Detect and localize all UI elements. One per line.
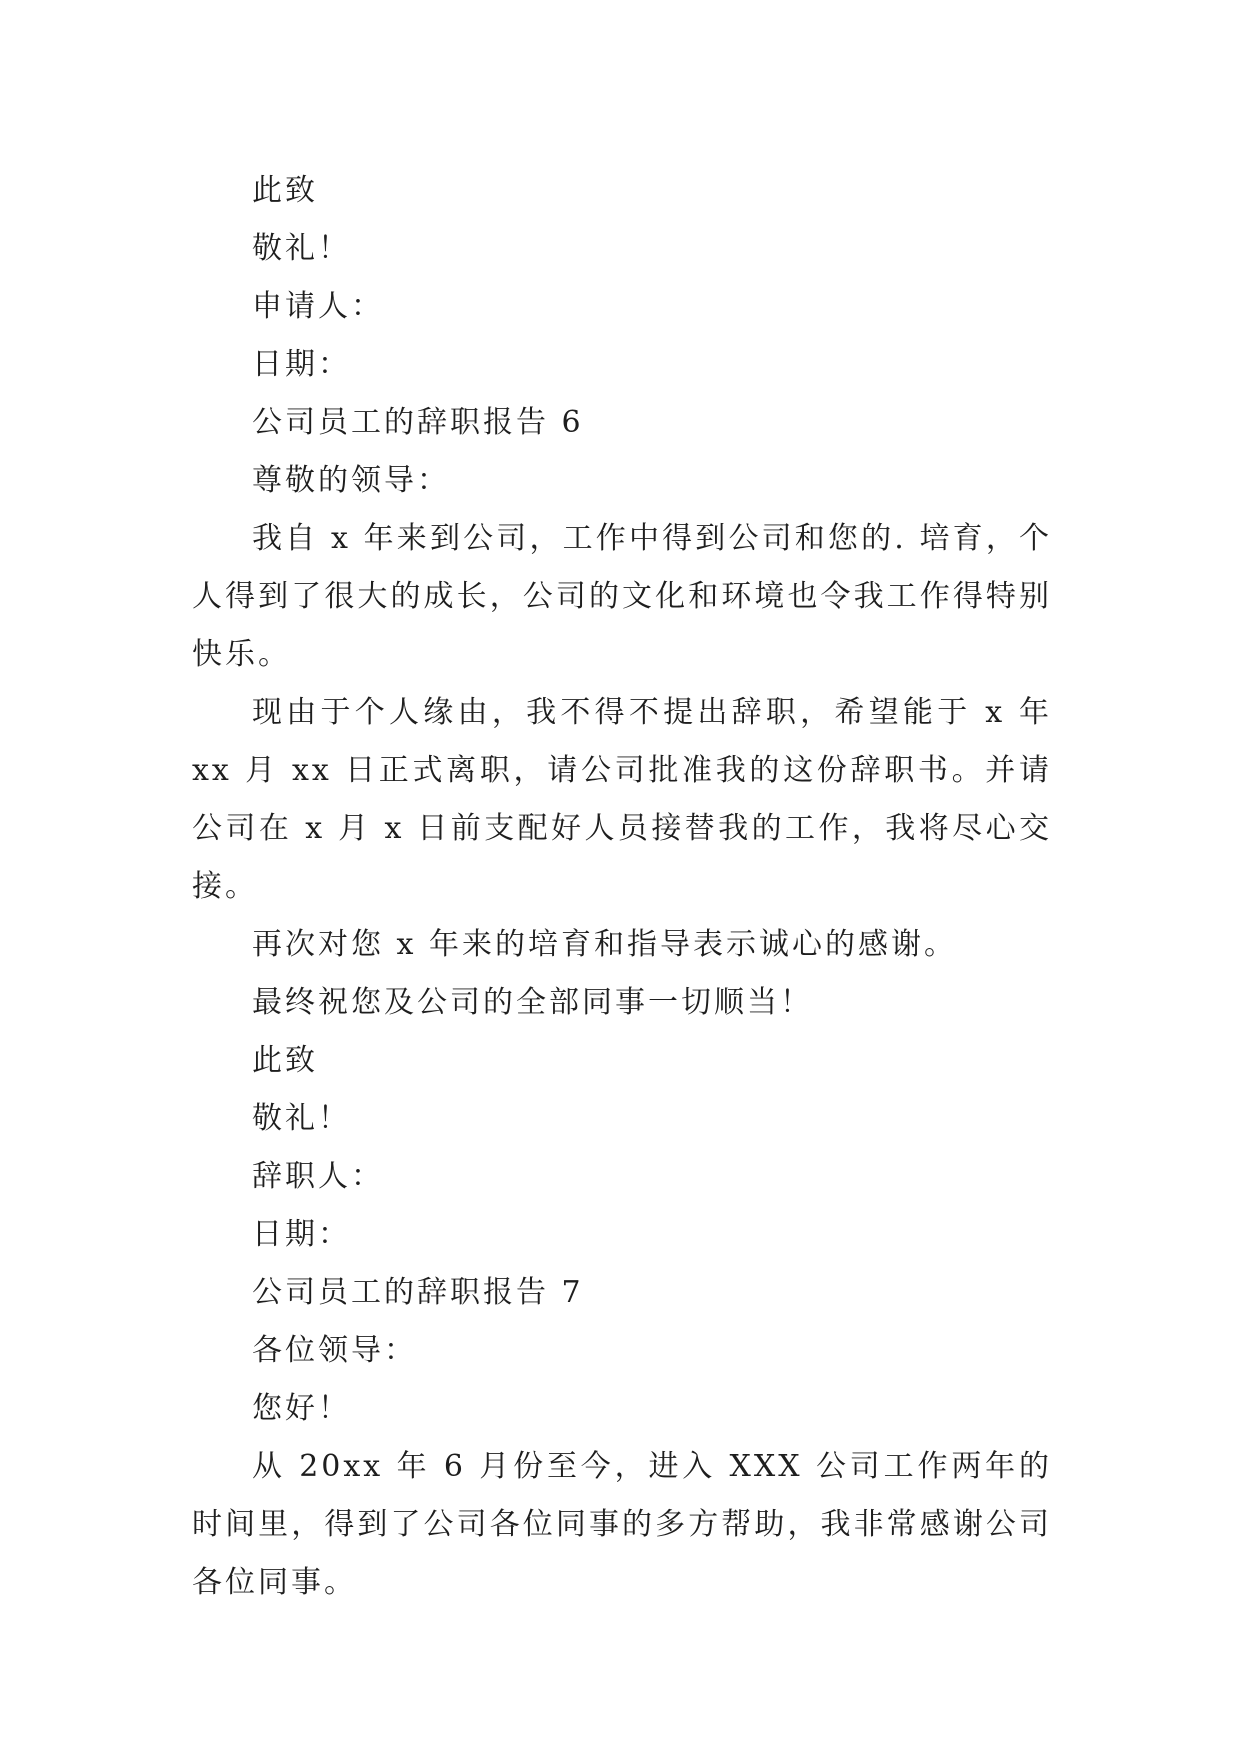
body-paragraph: 从 20xx 年 6 月份至今，进入 XXX 公司工作两年的时间里，得到了公司各位同事的多方帮助，我非常感谢公司各位同事。 [192, 1449, 1052, 1600]
body-paragraph: 再次对您 x 年来的培育和指导表示诚心的感谢。 [252, 927, 957, 962]
greeting: 各位领导： [252, 1333, 417, 1368]
section-title: 公司员工的辞职报告 6 [252, 405, 584, 440]
closing-regards: 敬礼！ [252, 231, 351, 266]
date-line: 日期： [252, 347, 351, 382]
closing-regards: 敬礼！ [252, 1101, 351, 1136]
greeting: 尊敬的领导： [252, 463, 450, 498]
body-paragraph: 现由于个人缘由，我不得不提出辞职，希望能于 x 年 xx 月 xx 日正式离职，请公司批准我的这份辞职书。并请公司在 x 月 x 日前支配好人员接替我的工作，我将尽心交接。 [192, 695, 1052, 904]
closing-salutation: 此致 [252, 173, 318, 208]
date-line: 日期： [252, 1217, 351, 1252]
applicant-line: 申请人： [252, 289, 384, 324]
resigner-line: 辞职人： [252, 1159, 384, 1194]
closing-salutation: 此致 [252, 1043, 318, 1078]
section-title: 公司员工的辞职报告 7 [252, 1275, 584, 1310]
body-paragraph: 我自 x 年来到公司，工作中得到公司和您的. 培育，个人得到了很大的成长，公司的文化和环境也令我工作得特别快乐。 [192, 521, 1052, 672]
document-body [192, 162, 1052, 1612]
body-paragraph: 最终祝您及公司的全部同事一切顺当！ [252, 985, 813, 1020]
greeting-hello: 您好！ [252, 1391, 351, 1426]
